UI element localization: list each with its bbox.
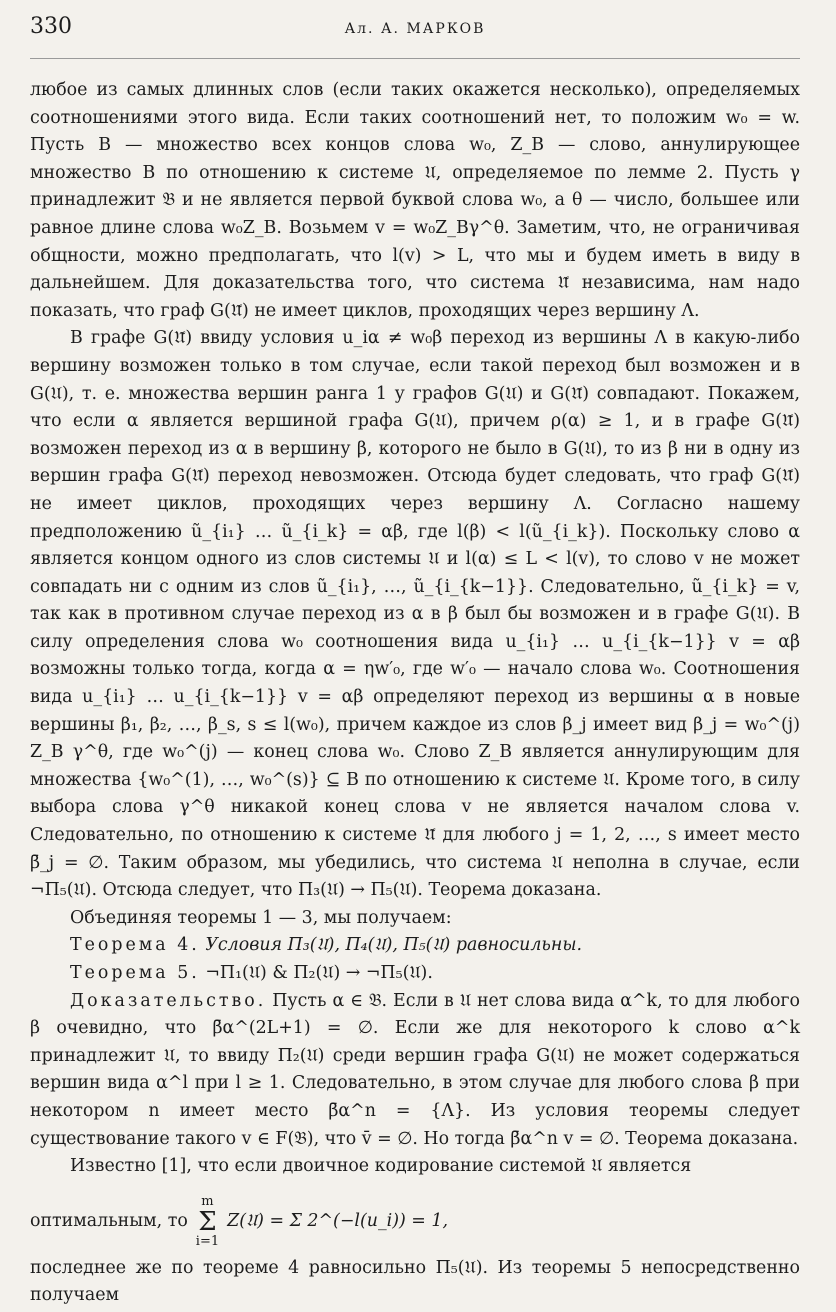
closing-formula: Z(𝔘) = Σ 2^(−l(u_i)) = 1,: [227, 1210, 448, 1231]
paragraph-3: Объединяя теоремы 1 — 3, мы получаем:: [70, 907, 452, 928]
theorem-4-label: Теорема 4.: [70, 935, 200, 956]
theorem-5: [30, 960, 800, 988]
closing-formula-line: [30, 1195, 800, 1249]
closing-lead: оптимальным, то: [30, 1210, 188, 1231]
running-head: Ал. А. МАРКОВ: [344, 21, 486, 37]
proof-label: Доказательство.: [70, 990, 267, 1011]
theorem-5-label: Теорема 5.: [70, 963, 200, 983]
closing-tail: последнее же по теореме 4 равносильно Π₅(𝔘). Из теоремы 5 непосредственно получаем: [30, 1257, 800, 1306]
theorem-4: [30, 932, 800, 960]
sum-upper-limit: m: [201, 1193, 214, 1209]
article-body: [30, 77, 800, 1310]
theorem-4-text: Условия Π₃(𝔘), Π₄(𝔘), Π₅(𝔘) равносильны.: [205, 935, 583, 956]
theorem-5-text: ¬Π₁(𝔘) & Π₂(𝔘) → ¬Π₅(𝔘).: [205, 963, 433, 983]
paragraph-1: любое из самых длинных слов (если таких окажется несколько), определяемых соотношениями этого вида. Если таких соотношений нет, то положим w₀ = w. Пусть B — множество всех концов слова w₀, Z_B — слово, аннулирующее множество B по отношению к системе 𝔘, определяемое по лемме 2. Пусть γ принадлежит 𝔅 и не является первой буквой слова w₀, а θ — число, большее или равное длине слова w₀Z_B. Возьмем v = w₀Z_Bγ^θ. Заметим, что, не ограничивая общности, можно предполагать, что l(v) > L, что мы и будем иметь в виду в дальнейшем. Для доказательства того, что система 𝔘̃ независима, нам надо показать, что граф G(𝔘̃) не имеет циклов, проходящих через вершину Λ.: [30, 80, 800, 321]
sum-operator: [196, 1195, 219, 1249]
sum-lower-limit: i=1: [195, 1233, 220, 1249]
closing-intro: Известно [1], что если двоичное кодирование системой 𝔘 является: [70, 1156, 692, 1177]
proof-text: Пусть α ∈ 𝔅. Если в 𝔘 нет слова вида α^k, то для любого β очевидно, что β̄α^(2L+1) = ∅. Если же для некоторого k слово α^k принадлежит 𝔘, то ввиду Π₂(𝔘) среди вершин графа G(𝔘) не может содержаться вершин вида α^l при l ≥ 1. Следовательно, в этом случае для любого слова β при некотором n имеет место β̄α^n = {Λ}. Из условия теоремы следует существование такого v ∈ F(𝔅), что v̄ = ∅. Но тогда β̄α^n v = ∅. Теорема доказана.: [30, 990, 801, 1149]
sigma-symbol: Σ: [198, 1206, 217, 1237]
paragraph-2: В графе G(𝔘̃) ввиду условия u_iα ≠ w₀β переход из вершины Λ в какую-либо вершину возможен только в том случае, если такой переход был возможен и в G(𝔘), т. е. множества вершин ранга 1 у графов G(𝔘) и G(𝔘̃) совпадают. Покажем, что если α является вершиной графа G(𝔘), причем ρ(α) ≥ 1, и в графе G(𝔘̃) возможен переход из α в вершину β, которого не было в G(𝔘), то из β ни в одну из вершин графа G(𝔘̃) переход невозможен. Отсюда будет следовать, что граф G(𝔘̃) не имеет циклов, проходящих через вершину Λ. Согласно нашему предположению ũ_{i₁} … ũ_{i_k} = αβ, где l(β) < l(ũ_{i_k}). Поскольку слово α является концом одного из слов системы 𝔘 и l(α) ≤ L < l(v), то слово v не может совпадать ни с одним из слов ũ_{i₁}, …, ũ_{i_{k−1}}. Следовательно, ũ_{i_k} = v, так как в противном случае переход из α в β был бы возможен и в графе G(𝔘). В силу определения слова w₀ соотношения вида u_{i₁} … u_{i_{k−1}} v = αβ возможны только тогда, когда α = ηw′₀, где w′₀ — начало слова w₀. Соотношения вида u_{i₁} … u_{i_{k−1}} v = αβ определяют переход из вершины α в новые вершины β₁, β₂, …, β_s, s ≤ l(w₀), причем каждое из слов β_j имеет вид β_j = w₀^(j) Z_B γ^θ, где w₀^(j) — конец слова w₀. Слово Z_B является аннулирующим для множества {w₀^(1), …, w₀^(s)} ⊆ B по отношению к системе 𝔘. Кроме того, в силу выбора слова γ^θ никакой конец слова v не является началом слова v. Следовательно, по отношению к системе 𝔘̃ для любого j = 1, 2, …, s имеет место β̄_j = ∅. Таким образом, мы убедились, что система 𝔘 неполна в случае, если ¬Π₅(𝔘). Отсюда следует, что Π₃(𝔘) → Π₅(𝔘). Теорема доказана.: [30, 328, 800, 901]
page-number: 330: [30, 14, 72, 39]
page-header: [30, 14, 800, 59]
proof: [30, 988, 800, 1154]
